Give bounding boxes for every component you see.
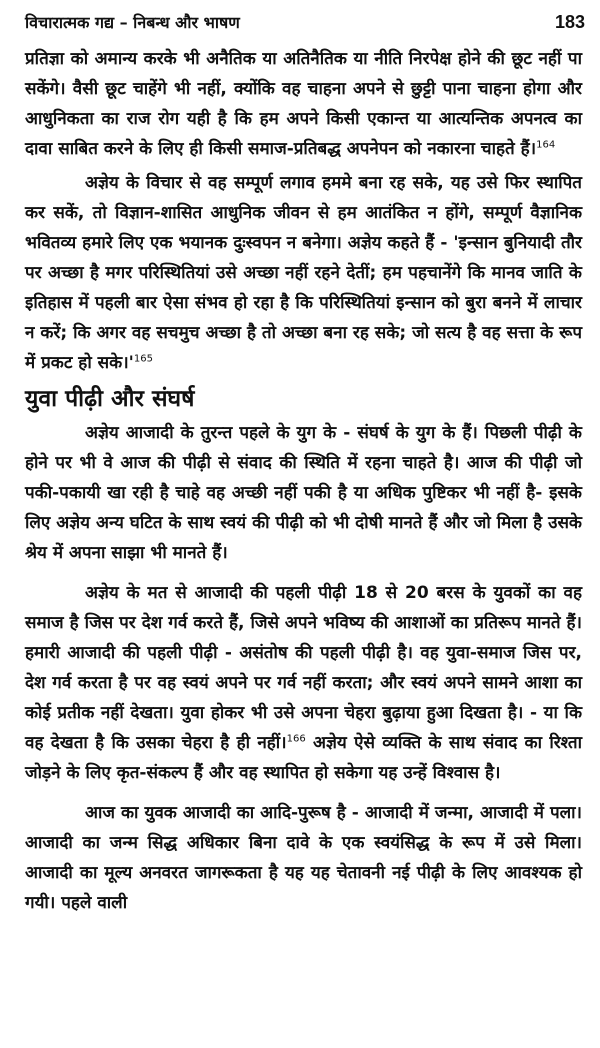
paragraph-text: अज्ञेय आजादी के तुरन्त पहले के युग के - संघर्ष के युग के हैं। पिछली पीढ़ी के होने पर भी वे आज की पीढ़ी से संवाद की स्थिति में रहना चाहते है। आज की पीढ़ी जो पकी-पकायी खा रही है चाहे वह अच्छी नहीं पकी है या अधिक पुष्टिकर भी नहीं है- इसके लिए अज्ञेय अन्य घटित के साथ स्वयं की पीढ़ी को भी दोषी मानते हैं और जो मिला है उसके श्रेय में अपना साझा भी मानते हैं। <box>25 423 582 563</box>
paragraph-text-continued: अज्ञेय ऐसे व्यक्ति के साथ संवाद का रिश्ता जोड़ने के लिए कृत-संकल्प हैं और वह स्थापित हो सकेगा यह उन्हें विश्वास है। <box>25 733 582 783</box>
page-number: 183 <box>554 11 585 32</box>
footnote-marker: 164 <box>536 139 556 151</box>
page-body <box>25 44 582 928</box>
paragraph <box>25 418 582 568</box>
paragraph-text: प्रतिज्ञा को अमान्य करके भी अनैतिक या अतिनैतिक या नीति निरपेक्ष होने की छूट नहीं पा सकेंगे। वैसी छूट चाहेंगे भी नहीं, क्योंकि वह चाहना अपने से छुट्टी पाना चाहना होगा और आधुनिकता का राज रोग यही है कि हम अपने किसी एकान्त या आत्यन्तिक अपनत्व का दावा साबित करने के लिए ही किसी समाज-प्रतिबद्ध अपनेपन को नकारना चाहते हैं। <box>25 49 582 159</box>
paragraph <box>25 798 582 918</box>
paragraph-text: आज का युवक आजादी का आदि-पुरूष है - आजादी में जन्मा, आजादी में पला। आजादी का जन्म सिद्ध अधिकार बिना दावे के एक स्वयंसिद्ध के रूप में उसे मिला। आजादी का मूल्य अनवरत जागरूकता है यह यह चेतावनी नई पीढ़ी के लिए आवश्यक हो गयी। पहले वाली <box>25 803 582 913</box>
paragraph <box>25 168 582 378</box>
running-header-title: विचारात्मक गद्य – निबन्ध और भाषण <box>25 13 240 32</box>
section-heading: युवा पीढ़ी और संघर्ष <box>25 386 195 412</box>
paragraph <box>25 578 582 788</box>
footnote-marker: 166 <box>286 733 306 745</box>
paragraph-continued <box>25 44 582 164</box>
paragraph-text: अज्ञेय के मत से आजादी की पहली पीढ़ी 18 से 20 बरस के युवकों का वह समाज है जिस पर देश गर्व करते हैं, जिसे अपने भविष्य की आशाओं का प्रतिरूप मानते हैं। हमारी आजादी की पहली पीढ़ी - असंतोष की पहली पीढ़ी है। वह युवा-समाज जिस पर, देश गर्व करता है पर वह स्वयं अपने पर गर्व नहीं करता; और स्वयं अपने सामने आशा का कोई प्रतीक नहीं देखता। युवा होकर भी उसे अपना चेहरा बुढ़ाया हुआ दिखता है। - या कि वह देखता है कि उसका चेहरा है ही नहीं। <box>25 583 582 753</box>
footnote-marker: 165 <box>133 353 153 365</box>
running-header <box>25 8 585 36</box>
paragraph-text: अज्ञेय के विचार से वह सम्पूर्ण लगाव हममे बना रह सके, यह उसे फिर स्थापित कर सकें, तो विज्ञान-शासित आधुनिक जीवन से हम आतंकित न होंगे, सम्पूर्ण वैज्ञानिक भवितव्य हमारे लिए एक भयानक दुःस्वपन न बनेगा। अज्ञेय कहते हैं - 'इन्सान बुनियादी तौर पर अच्छा है मगर परिस्थितियां उसे अच्छा नहीं रहने देतीं; हम पहचानेंगे कि मानव जाति के इतिहास में पहली बार ऐसा संभव हो रहा है कि परिस्थितियां इन्सान को बुरा बनने में लाचार न करें; कि अगर वह सचमुच अच्छा है तो अच्छा बना रह सके; जो सत्य है वह सत्ता के रूप में प्रकट हो सके।' <box>25 173 582 373</box>
